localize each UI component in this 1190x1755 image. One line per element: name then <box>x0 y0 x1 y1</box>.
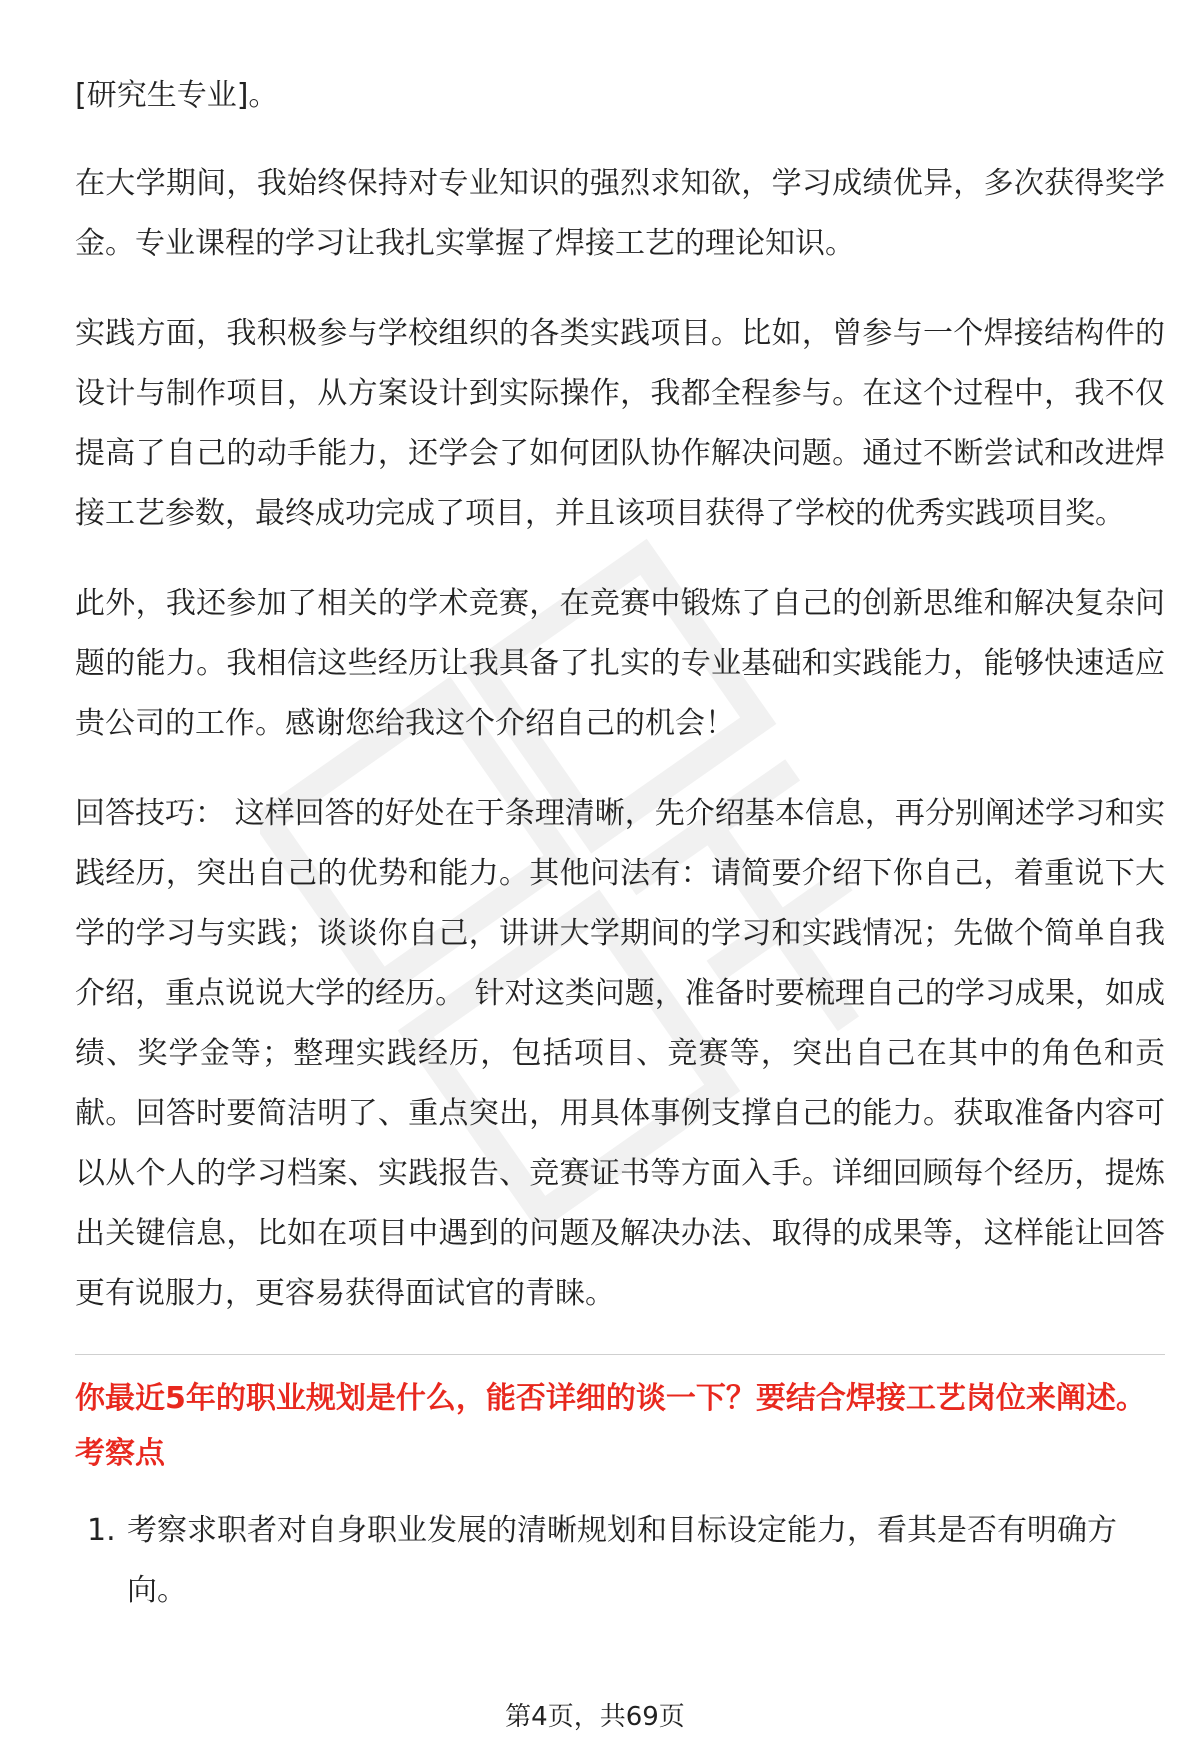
paragraph-competition: 此外，我还参加了相关的学术竞赛，在竞赛中锻炼了自己的创新思维和解决复杂问题的能力。我相信这些经历让我具备了扎实的专业基础和实践能力，能够快速适应贵公司的工作。感谢您给我这个介绍自己的机会！ <box>75 586 1165 741</box>
section-divider <box>75 1354 1165 1355</box>
list-item-text: 考察求职者对自身职业发展的清晰规划和目标设定能力，看其是否有明确方向。 <box>127 1513 1117 1608</box>
question-heading: 你最近5年的职业规划是什么，能否详细的谈一下？要结合焊接工艺岗位来阐述。 <box>75 1381 1146 1416</box>
page-footer: 第4页，共69页 <box>505 1702 685 1732</box>
list-item-number: 1. <box>87 1513 116 1548</box>
document-body <box>75 66 1165 1621</box>
list-item <box>75 1501 1165 1621</box>
paragraph-answer-tips: 回答技巧： 这样回答的好处在于条理清晰，先介绍基本信息，再分别阐述学习和实践经历，突出自己的优势和能力。其他问法有：请简要介绍下你自己，着重说下大学的学习与实践；谈谈你自己，讲讲大学期间的学习和实践情况；先做个简单自我介绍，重点说说大学的经历。 针对这类问题，准备时要梳理自己的学习成果，如成绩、奖学金等；整理实践经历，包括项目、竞赛等，突出自己在其中的角色和贡献。回答时要简洁明了、重点突出，用具体事例支撑自己的能力。获取准备内容可以从个人的学习档案、实践报告、竞赛证书等方面入手。详细回顾每个经历，提炼出关键信息，比如在项目中遇到的问题及解决办法、取得的成果等，这样能让回答更有说服力，更容易获得面试官的青睐。 <box>75 796 1165 1311</box>
paragraph-practice: 实践方面，我积极参与学校组织的各类实践项目。比如，曾参与一个焊接结构件的设计与制作项目，从方案设计到实际操作，我都全程参与。在这个过程中，我不仅提高了自己的动手能力，还学会了如何团队协作解决问题。通过不断尝试和改进焊接工艺参数，最终成功完成了项目，并且该项目获得了学校的优秀实践项目奖。 <box>75 316 1165 531</box>
paragraph-major: [研究生专业]。 <box>75 78 279 113</box>
paragraph-university: 在大学期间，我始终保持对专业知识的强烈求知欲，学习成绩优异，多次获得奖学金。专业课程的学习让我扎实掌握了焊接工艺的理论知识。 <box>75 166 1165 261</box>
section-title-focus: 考察点 <box>75 1436 165 1471</box>
